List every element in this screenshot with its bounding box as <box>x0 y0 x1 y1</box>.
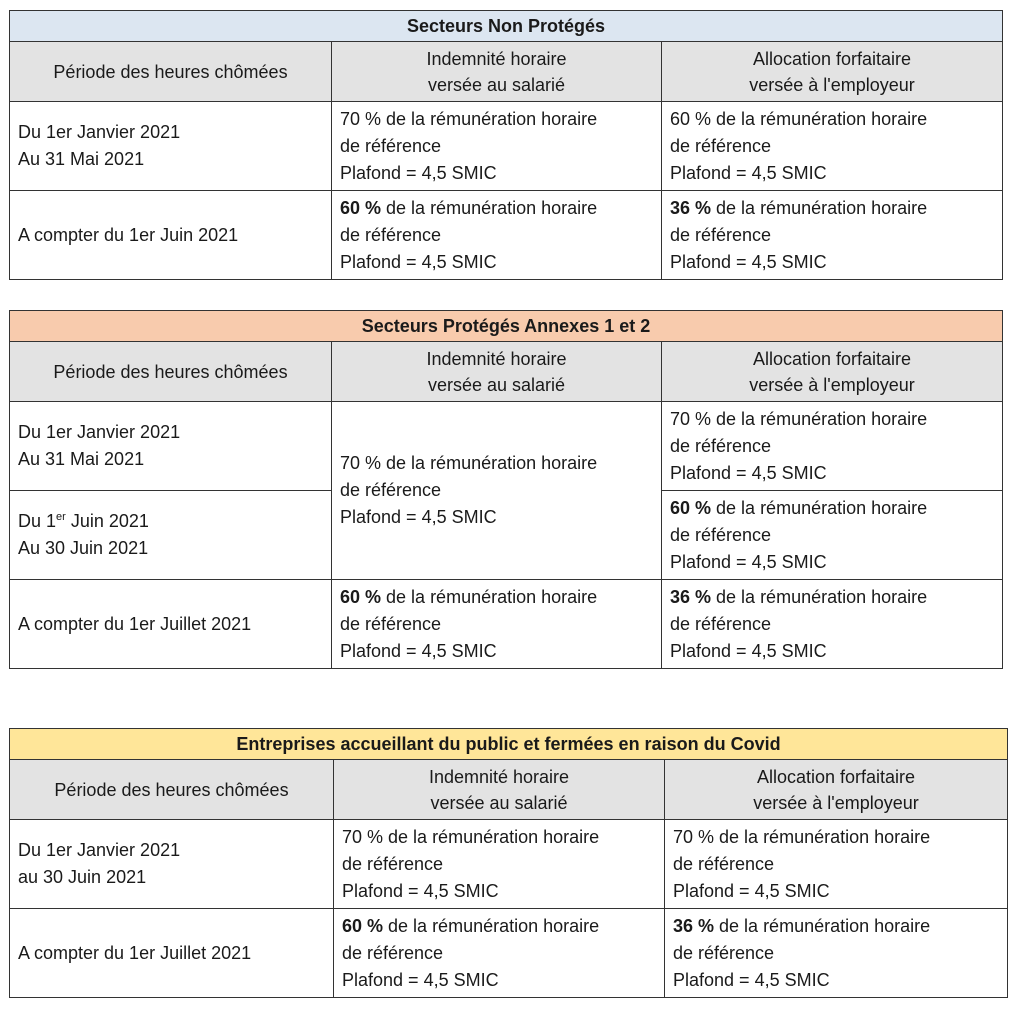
allocation-cell: 60 % de la rémunération horaire de référence Plafond = 4,5 SMIC <box>662 102 1003 191</box>
header-allocation: Allocation forfaitaire versée à l'employeur <box>662 42 1003 102</box>
allocation-cell: 70 % de la rémunération horaire de référence Plafond = 4,5 SMIC <box>665 820 1008 909</box>
table-secteurs-proteges <box>9 310 1003 669</box>
table-row <box>10 909 1008 998</box>
allocation-cell: 60 % de la rémunération horaire de référence Plafond = 4,5 SMIC <box>662 491 1003 580</box>
table-entreprises-covid <box>9 728 1008 998</box>
indemnite-cell: 60 % de la rémunération horaire de référence Plafond = 4,5 SMIC <box>332 580 662 669</box>
indemnite-cell-merged: 70 % de la rémunération horaire de référence Plafond = 4,5 SMIC <box>332 402 662 580</box>
indemnite-cell: 70 % de la rémunération horaire de référence Plafond = 4,5 SMIC <box>334 820 665 909</box>
header-period: Période des heures chômées <box>10 342 332 402</box>
table-title: Secteurs Non Protégés <box>10 11 1003 42</box>
indemnite-cell: 70 % de la rémunération horaire de référence Plafond = 4,5 SMIC <box>332 102 662 191</box>
period-cell: A compter du 1er Juillet 2021 <box>10 580 332 669</box>
header-indemnite: Indemnité horaire versée au salarié <box>332 42 662 102</box>
table-row <box>10 191 1003 280</box>
period-cell: Du 1er Juin 2021 Au 30 Juin 2021 <box>10 491 332 580</box>
header-indemnite: Indemnité horaire versée au salarié <box>334 760 665 820</box>
table-row <box>10 820 1008 909</box>
allocation-cell: 36 % de la rémunération horaire de référence Plafond = 4,5 SMIC <box>665 909 1008 998</box>
header-period: Période des heures chômées <box>10 42 332 102</box>
header-allocation: Allocation forfaitaire versée à l'employeur <box>665 760 1008 820</box>
period-cell: Du 1er Janvier 2021 Au 31 Mai 2021 <box>10 402 332 491</box>
table-row <box>10 102 1003 191</box>
period-cell: Du 1er Janvier 2021 Au 31 Mai 2021 <box>10 102 332 191</box>
allocation-cell: 36 % de la rémunération horaire de référence Plafond = 4,5 SMIC <box>662 580 1003 669</box>
indemnite-cell: 60 % de la rémunération horaire de référence Plafond = 4,5 SMIC <box>334 909 665 998</box>
indemnite-cell: 60 % de la rémunération horaire de référence Plafond = 4,5 SMIC <box>332 191 662 280</box>
header-period: Période des heures chômées <box>10 760 334 820</box>
period-cell: Du 1er Janvier 2021 au 30 Juin 2021 <box>10 820 334 909</box>
period-cell: A compter du 1er Juin 2021 <box>10 191 332 280</box>
table-row <box>10 580 1003 669</box>
table-title: Secteurs Protégés Annexes 1 et 2 <box>10 311 1003 342</box>
table-header-row <box>10 342 1003 402</box>
allocation-cell: 36 % de la rémunération horaire de référence Plafond = 4,5 SMIC <box>662 191 1003 280</box>
header-indemnite: Indemnité horaire versée au salarié <box>332 342 662 402</box>
table-secteurs-non-proteges <box>9 10 1003 280</box>
table-header-row <box>10 42 1003 102</box>
period-cell: A compter du 1er Juillet 2021 <box>10 909 334 998</box>
table-title: Entreprises accueillant du public et fermées en raison du Covid <box>10 729 1008 760</box>
table-header-row <box>10 760 1008 820</box>
allocation-cell: 70 % de la rémunération horaire de référence Plafond = 4,5 SMIC <box>662 402 1003 491</box>
header-allocation: Allocation forfaitaire versée à l'employeur <box>662 342 1003 402</box>
table-row <box>10 402 1003 491</box>
